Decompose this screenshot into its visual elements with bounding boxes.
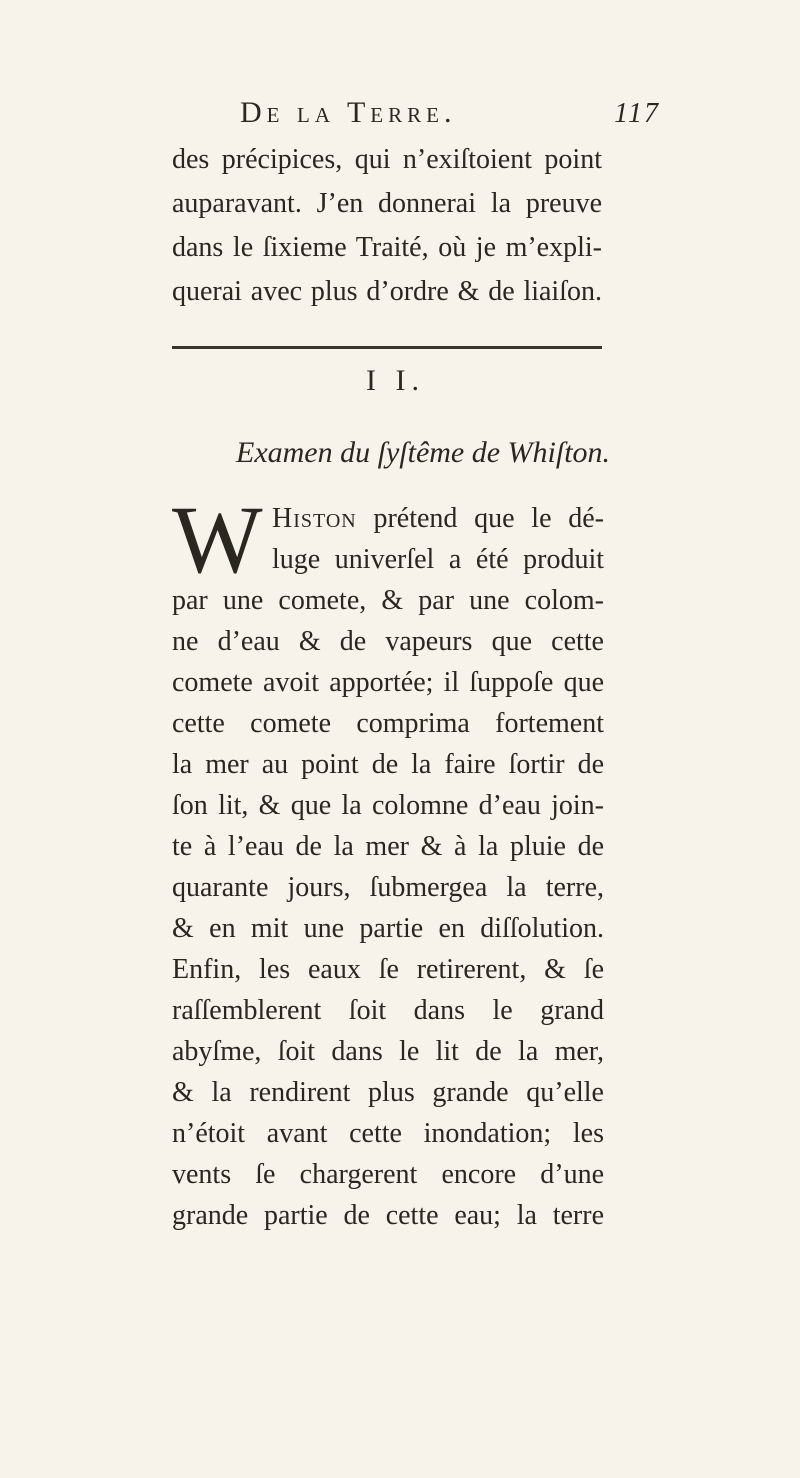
- paragraph-line: comete avoit apportée; il ſuppoſe que: [172, 667, 604, 698]
- line-text: prétend que le dé-: [356, 503, 604, 534]
- paragraph-line: quarante jours, ſubmergea la terre,: [172, 872, 604, 903]
- drop-cap: W: [172, 486, 263, 593]
- paragraph-line: cette comete comprima fortement: [172, 708, 604, 739]
- paragraph-line: n’étoit avant cette inondation; les: [172, 1118, 604, 1149]
- paragraph-line: querai avec plus d’ordre & de liaiſon.: [172, 276, 602, 307]
- paragraph-line: raſſemblerent ſoit dans le grand: [172, 995, 604, 1026]
- first-word-smallcaps: Histon: [272, 503, 357, 534]
- section-title: Examen du ſyſtême de Whiſton.: [236, 436, 611, 469]
- running-head-title: De la Terre.: [240, 96, 457, 129]
- paragraph-line: par une comete, & par une colom-: [172, 585, 604, 616]
- running-head: [240, 96, 660, 136]
- paragraph-line: la mer au point de la faire ſortir de: [172, 749, 604, 780]
- section-divider-rule: [172, 346, 602, 349]
- paragraph-line: dans le ſixieme Traité, où je m’expli-: [172, 232, 602, 263]
- paragraph-line: te à l’eau de la mer & à la pluie de: [172, 831, 604, 862]
- paragraph-line: ne d’eau & de vapeurs que cette: [172, 626, 604, 657]
- paragraph-line: vents ſe chargerent encore d’une: [172, 1159, 604, 1190]
- paragraph-line: des précipices, qui n’exiſtoient point: [172, 144, 602, 175]
- section-body: [172, 486, 604, 1236]
- paragraph-line: Enfin, les eaux ſe retirerent, & ſe: [172, 954, 604, 985]
- paragraph-line: & en mit une partie en diſſolution.: [172, 913, 604, 944]
- paragraph-line: ſon lit, & que la colomne d’eau join-: [172, 790, 604, 821]
- paragraph-line: & la rendirent plus grande qu’elle: [172, 1077, 604, 1108]
- section-number: I I.: [366, 364, 425, 397]
- paragraph-line: auparavant. J’en donnerai la preuve: [172, 188, 602, 219]
- paragraph-line: grande partie de cette eau; la terre: [172, 1200, 604, 1231]
- page-number: 117: [614, 98, 660, 129]
- paragraph-line: abyſme, ſoit dans le lit de la mer,: [172, 1036, 604, 1067]
- paragraph-line: luge univerſel a été produit: [272, 544, 604, 575]
- continued-paragraph: [172, 138, 602, 314]
